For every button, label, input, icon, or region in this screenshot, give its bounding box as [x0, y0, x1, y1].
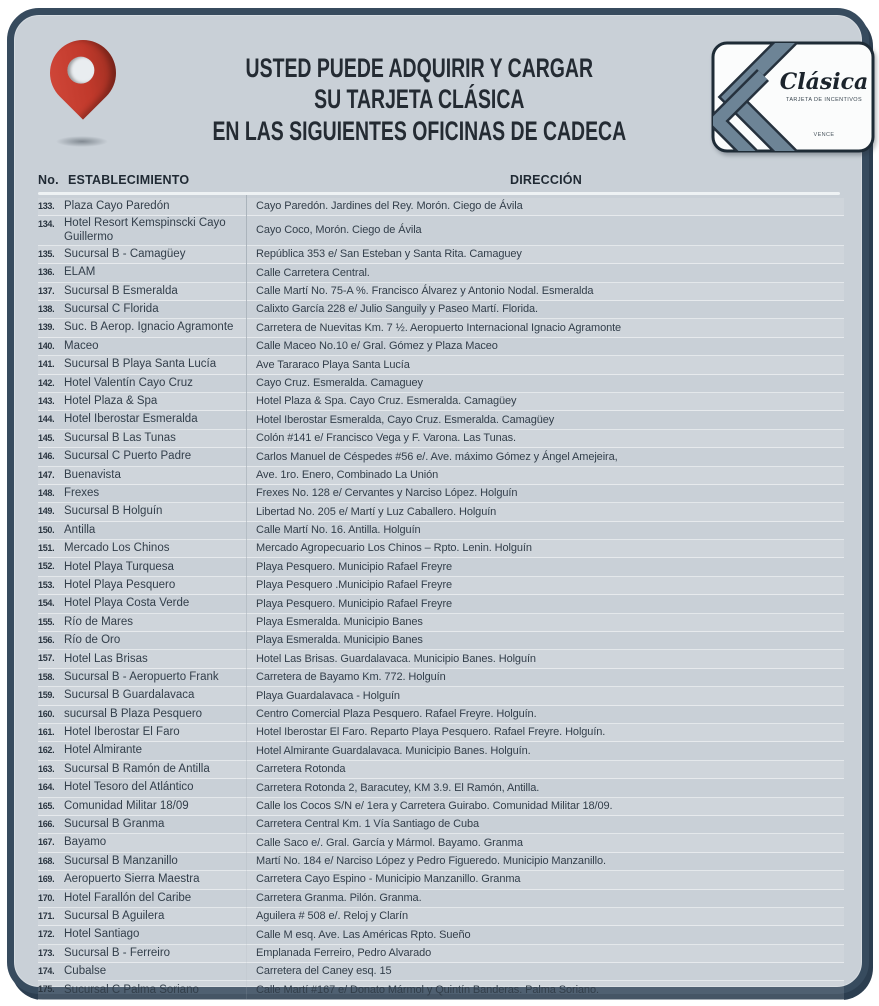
row-establecimiento: sucursal B Plaza Pesquero [64, 707, 203, 720]
row-no: 139. [38, 322, 55, 333]
row-establecimiento: Hotel Valentín Cayo Cruz [64, 376, 193, 389]
row-no: 138. [38, 304, 55, 314]
row-establecimiento: Sucursal B Holguín [64, 505, 163, 518]
row-direccion: Carretera Rotonda 2, Baracutey, KM 3.9. El Ramón, Antilla. [256, 781, 540, 794]
table-row [38, 467, 844, 485]
row-direccion: Cayo Paredón. Jardines del Rey. Morón. Ciego de Ávila [256, 200, 523, 213]
table-row [38, 687, 844, 705]
row-establecimiento: Sucursal B Guardalavaca [64, 689, 195, 702]
row-establecimiento: Cubalse [64, 965, 107, 978]
row-direccion: Calle Martí No. 16. Antilla. Holguín [256, 524, 421, 537]
row-direccion: Playa Pesquero .Municipio Rafael Freyre [256, 579, 453, 592]
row-direccion: Carretera del Caney esq. 15 [256, 965, 392, 978]
table-row [38, 853, 844, 871]
row-direccion: Calle Carretera Central. [256, 266, 370, 279]
row-no: 172. [38, 929, 55, 940]
table-row [38, 761, 844, 779]
table-row [38, 908, 844, 926]
row-no: 167. [38, 837, 55, 848]
row-establecimiento: Sucursal B Ramón de Antilla [64, 762, 210, 775]
row-no: 151. [38, 543, 55, 554]
row-direccion: Colón #141 e/ Francisco Vega y F. Varona. Las Tunas. [256, 432, 516, 445]
row-establecimiento: Maceo [64, 339, 99, 352]
header [14, 15, 868, 167]
row-no: 169. [38, 874, 55, 885]
row-no: 157. [38, 653, 55, 664]
row-direccion: Centro Comercial Plaza Pesquero. Rafael Freyre. Holguín. [256, 707, 537, 720]
row-establecimiento: Hotel Playa Turquesa [64, 560, 174, 573]
row-direccion: Calle Martí No. 75-A %. Francisco Álvarez y Antonio Nodal. Esmeralda [256, 284, 594, 297]
clasica-card-svg [711, 41, 875, 153]
table-header [14, 167, 862, 187]
card-subtitle-text: TARJETA DE INCENTIVOS [785, 97, 862, 103]
row-no: 134. [38, 219, 55, 230]
table-row [38, 301, 844, 319]
row-establecimiento: Sucursal C Puerto Padre [64, 450, 192, 463]
row-no: 141. [38, 359, 55, 370]
row-direccion: Carlos Manuel de Céspedes #56 e/. Ave. máximo Gómez y Ángel Amejeira, [256, 450, 618, 463]
row-establecimiento: Sucursal B Esmeralda [64, 284, 178, 297]
row-no: 149. [38, 506, 55, 517]
table-row [38, 595, 844, 613]
flyer-panel [7, 8, 869, 994]
row-no: 163. [38, 763, 55, 774]
row-no: 162. [38, 745, 55, 756]
row-no: 142. [38, 377, 55, 388]
row-establecimiento: Hotel Iberostar El Faro [64, 726, 180, 739]
row-establecimiento: Hotel Playa Costa Verde [64, 597, 190, 610]
row-no: 161. [38, 726, 55, 737]
row-no: 154. [38, 598, 55, 609]
row-establecimiento: Hotel Iberostar Esmeralda [64, 413, 198, 426]
table-row [38, 216, 844, 245]
row-no: 175. [38, 984, 55, 995]
table-row [38, 798, 844, 816]
table-row [38, 375, 844, 393]
row-direccion: Carretera de Nuevitas Km. 7 ½. Aeropuerto Internacional Ignacio Agramonte [256, 321, 622, 334]
row-establecimiento: Río de Oro [64, 634, 121, 647]
row-no: 137. [38, 285, 55, 296]
row-direccion: Libertad No. 205 e/ Martí y Luz Caballero. Holguín [256, 505, 497, 518]
row-direccion: Hotel Iberostar Esmeralda, Cayo Cruz. Esmeralda. Camagüey [256, 413, 555, 426]
row-direccion: Calixto García 228 e/ Julio Sanguily y Paseo Martí. Florida. [256, 303, 538, 316]
table-row [38, 338, 844, 356]
row-establecimiento: Hotel Santiago [64, 928, 140, 941]
row-direccion: República 353 e/ San Esteban y Santa Rita. Camaguey [256, 248, 522, 261]
table-row [38, 522, 844, 540]
table-row [38, 779, 844, 797]
row-establecimiento: Aeropuerto Sierra Maestra [64, 873, 200, 886]
row-establecimiento: Sucursal B Manzanillo [64, 854, 178, 867]
table-row [38, 632, 844, 650]
row-direccion: Cayo Coco, Morón. Ciego de Ávila [256, 224, 422, 237]
row-establecimiento: Hotel Playa Pesquero [64, 578, 176, 591]
title-line-2: SU TARJETA CLÁSICA [314, 84, 525, 115]
row-no: 174. [38, 966, 55, 977]
table-row [38, 264, 844, 282]
row-no: 160. [38, 708, 55, 719]
column-header-establecimiento: ESTABLECIMIENTO [68, 173, 190, 187]
column-header-direccion: DIRECCIÓN [510, 173, 582, 187]
table-row [38, 485, 844, 503]
row-establecimiento: Hotel Las Brisas [64, 652, 148, 665]
row-no: 143. [38, 395, 55, 406]
table-row [38, 283, 844, 301]
table-row [38, 816, 844, 834]
row-no: 133. [38, 201, 55, 211]
row-no: 173. [38, 947, 55, 958]
row-no: 156. [38, 635, 55, 646]
table-body [14, 195, 862, 1006]
row-no: 153. [38, 579, 55, 590]
row-establecimiento: Frexes [64, 486, 100, 499]
row-no: 165. [38, 800, 55, 811]
row-no: 159. [38, 690, 55, 701]
row-establecimiento: Bayamo [64, 836, 107, 849]
card-brand-text: Clásica [779, 69, 868, 95]
row-direccion: Hotel Plaza & Spa. Cayo Cruz. Esmeralda. Camagüey [256, 395, 517, 408]
table-row [38, 669, 844, 687]
table-row [38, 945, 844, 963]
row-no: 168. [38, 855, 55, 866]
row-direccion: Hotel Almirante Guardalavaca. Municipio Banes. Holguín. [256, 744, 531, 757]
row-establecimiento: Sucursal B - Camagüey [64, 247, 186, 260]
table-row [38, 411, 844, 429]
row-direccion: Aguilera # 508 e/. Reloj y Clarín [256, 910, 409, 923]
table-row [38, 834, 844, 852]
table-row [38, 724, 844, 742]
table-row [38, 558, 844, 576]
row-no: 166. [38, 818, 55, 829]
row-no: 152. [38, 561, 55, 572]
row-no: 135. [38, 248, 55, 259]
table-row [38, 614, 844, 632]
row-establecimiento: Sucursal B Las Tunas [64, 431, 176, 444]
title-line-3: EN LAS SIGUIENTES OFICINAS DE CADECA [212, 115, 627, 146]
page-title [132, 47, 707, 147]
table-row [38, 319, 844, 337]
table-row [38, 926, 844, 944]
row-establecimiento: ELAM [64, 266, 96, 279]
table-row [38, 430, 844, 448]
table-row [38, 963, 844, 981]
row-no: 146. [38, 451, 55, 462]
row-no: 150. [38, 524, 55, 535]
pin-hole [62, 51, 100, 89]
column-divider [246, 195, 247, 1000]
location-pin-icon [28, 32, 132, 162]
table-row [38, 981, 844, 999]
table-row [38, 540, 844, 558]
row-direccion: Calle Martí #167 e/ Donato Mármol y Quintín Banderas. Palma Soriano. [256, 983, 599, 996]
row-direccion: Playa Esmeralda. Municipio Banes [256, 616, 423, 629]
row-establecimiento: Plaza Cayo Paredón [64, 200, 170, 213]
row-no: 170. [38, 892, 55, 903]
row-no: 136. [38, 267, 55, 278]
row-direccion: Martí No. 184 e/ Narciso López y Pedro Figueredo. Municipio Manzanillo. [256, 855, 606, 868]
table-row [38, 503, 844, 521]
table-row [38, 871, 844, 889]
row-establecimiento: Sucursal B - Aeropuerto Frank [64, 670, 219, 683]
row-direccion: Frexes No. 128 e/ Cervantes y Narciso López. Holguín [256, 487, 518, 500]
row-direccion: Cayo Cruz. Esmeralda. Camaguey [256, 376, 423, 389]
row-direccion: Carretera Central Km. 1 Vía Santiago de Cuba [256, 818, 480, 831]
row-establecimiento: Río de Mares [64, 615, 134, 628]
title-line-1: USTED PUEDE ADQUIRIR Y CARGAR [245, 53, 594, 84]
row-no: 148. [38, 487, 55, 498]
table-row [38, 448, 844, 466]
row-direccion: Calle los Cocos S/N e/ 1era y Carretera Guirabo. Comunidad Militar 18/09. [256, 799, 613, 812]
row-direccion: Playa Guardalavaca - Holguín [256, 689, 400, 702]
row-direccion: Hotel Las Brisas. Guardalavaca. Municipio Banes. Holguín [256, 652, 536, 665]
table-row [38, 650, 844, 668]
table-row [38, 393, 844, 411]
row-establecimiento: Hotel Almirante [64, 744, 142, 757]
row-no: 171. [38, 910, 55, 921]
table-row [38, 577, 844, 595]
row-establecimiento: Hotel Resort Kemspinscki Cayo Guillermo [64, 217, 226, 243]
column-header-no: No. [38, 173, 59, 187]
table-row [38, 246, 844, 264]
table-row [38, 198, 844, 216]
row-direccion: Playa Pesquero. Municipio Rafael Freyre [256, 597, 453, 610]
row-establecimiento: Sucursal C Florida [64, 303, 159, 316]
row-direccion: Emplanada Ferreiro, Pedro Alvarado [256, 947, 432, 960]
pin-shadow [56, 136, 108, 147]
table-row [38, 742, 844, 760]
row-establecimiento: Buenavista [64, 468, 121, 481]
row-direccion: Hotel Iberostar El Faro. Reparto Playa Pesquero. Rafael Freyre. Holguín. [256, 726, 606, 739]
row-direccion: Playa Pesquero. Municipio Rafael Freyre [256, 560, 453, 573]
row-no: 155. [38, 616, 55, 627]
row-direccion: Calle Saco e/. Gral. García y Mármol. Bayamo. Granma [256, 836, 523, 849]
row-direccion: Calle Maceo No.10 e/ Gral. Gómez y Plaza Maceo [256, 340, 498, 353]
row-establecimiento: Sucursal B Aguilera [64, 909, 165, 922]
card-vence-text: VENCE [813, 132, 835, 138]
row-no: 147. [38, 469, 55, 480]
row-establecimiento: Mercado Los Chinos [64, 542, 170, 555]
row-establecimiento: Hotel Plaza & Spa [64, 395, 158, 408]
table-row [38, 890, 844, 908]
row-direccion: Mercado Agropecuario Los Chinos – Rpto. Lenin. Holguín [256, 542, 532, 555]
row-establecimiento: Hotel Farallón del Caribe [64, 891, 192, 904]
row-direccion: Carretera Cayo Espino - Municipio Manzanillo. Granma [256, 873, 521, 886]
row-direccion: Ave. 1ro. Enero, Combinado La Unión [256, 468, 439, 481]
row-establecimiento: Comunidad Militar 18/09 [64, 799, 189, 812]
row-no: 145. [38, 432, 55, 443]
row-establecimiento: Sucursal B Playa Santa Lucía [64, 358, 217, 371]
row-no: 144. [38, 414, 55, 425]
row-establecimiento: Suc. B Aerop. Ignacio Agramonte [64, 321, 234, 334]
row-establecimiento: Sucursal C Palma Soriano [64, 983, 199, 996]
row-no: 158. [38, 671, 55, 682]
clasica-card-image [707, 41, 879, 153]
row-no: 140. [38, 340, 55, 351]
row-establecimiento: Sucursal B Granma [64, 818, 165, 831]
pin-body [36, 26, 129, 119]
table-row [38, 706, 844, 724]
row-no: 164. [38, 782, 55, 793]
row-direccion: Carretera Granma. Pilón. Granma. [256, 891, 422, 904]
row-direccion: Ave Tararaco Playa Santa Lucía [256, 358, 410, 371]
table-row [38, 356, 844, 374]
row-direccion: Playa Esmeralda. Municipio Banes [256, 634, 423, 647]
row-direccion: Calle M esq. Ave. Las Américas Rpto. Sueño [256, 928, 471, 941]
row-direccion: Carretera de Bayamo Km. 772. Holguín [256, 671, 446, 684]
row-establecimiento: Antilla [64, 523, 96, 536]
row-direccion: Carretera Rotonda [256, 763, 346, 776]
row-establecimiento: Sucursal B - Ferreiro [64, 946, 171, 959]
row-establecimiento: Hotel Tesoro del Atlántico [64, 781, 194, 794]
